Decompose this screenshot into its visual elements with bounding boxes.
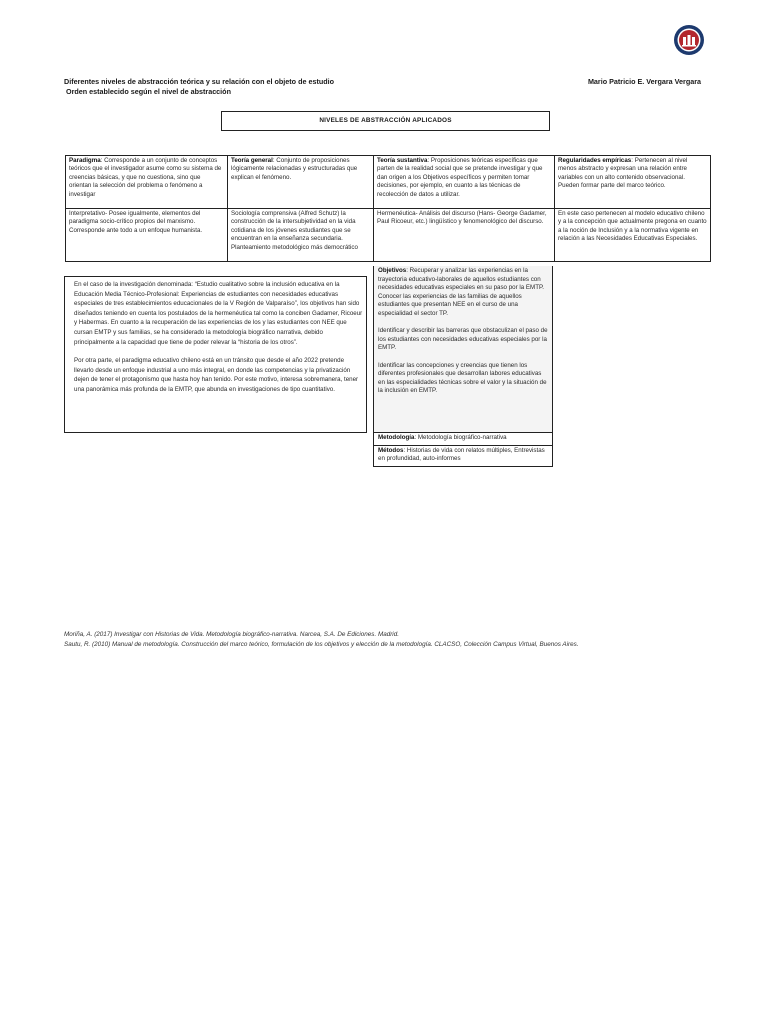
cell-teoria-sustantiva: Teoría sustantiva: Proposiciones teóricas específicas que parten de la realidad social que se pretende investigar y que dan origen a los Objetivos específicos y permiten tomar decisiones, por ejemplo, en cuanto a las técnicas de recolección de datos a utilizar. [374,156,555,209]
reference-item: Sautu, R. (2010) Manual de metodología. Construcción del marco teórico, formulación de los objetivos y elección de la metodología. CLACSO, Colección Campus Virtual, Buenos Aires. [64,640,579,648]
cell-regularidades-empiricas: Regularidades empíricas: Pertenecen al nivel menos abstracto y expresan una relación entre variables con un alto contenido observacional. Pueden formar parte del marco teórico. [555,156,711,209]
cell-sociologia-comprensiva: Sociología comprensiva (Alfred Schutz) la construcción de la intersubjetividad en la vida cotidiana de los jóvenes estudiantes que se encuentran en la enseñanza secundaria. Planteamiento metodológico más democrático [228,209,374,262]
objectives-methods-stack [373,266,553,467]
methodology-box: Metodología: Metodología biográfico-narrativa [373,432,553,446]
cell-modelo-educativo: En este caso pertenecen al modelo educativo chileno y a la concepción que actualmente pregona en cuanto a la noción de Inclusión y a la normativa vigente en relación a las Necesidades Educativas Especiales. [555,209,711,262]
cell-interpretativo: Interpretativo- Posee igualmente, elementos del paradigma socio-crítico propios del marxismo. Corresponde ante todo a un enfoque humanista. [66,209,228,262]
objective-3: Identificar y describir las barreras que obstaculizan el paso de los estudiantes con necesidades educativas especiales por la EMTP. [378,327,548,352]
abstraction-levels-table [65,155,711,262]
cell-paradigma: Paradigma: Corresponde a un conjunto de conceptos teóricos que el investigador asume como su sistema de creencias básicas, y que no cuestiona, sino que orientan la selección del problema o fenómeno a investigar [66,156,228,209]
university-logo [673,24,705,56]
table-row [66,156,711,209]
table-row [66,209,711,262]
cell-hermeneutica: Hermenéutica- Análisis del discurso (Hans- George Gadamer, Paul Ricoeur, etc.) lingüístico y fenomenológico del discurso. [374,209,555,262]
heading-line-2: Orden establecido según el nivel de abstracción [64,87,231,96]
case-paragraph-2: Por otra parte, el paradigma educativo chileno está en un tránsito que desde el año 2022 pretende llevarlo desde un enfoque industrial a uno más integral, en donde las competencias y la privatización dejen de tener el protagonismo que hasta hoy han tenido. Por este motivo, interesa sobremanera, tener una panorámica más profunda de la EMTP, que abunda en investigaciones de tipo cuantitativo. [74,357,359,393]
heading-line-1: Diferentes niveles de abstracción teórica y su relación con el objeto de estudio [64,77,335,86]
cell-teoria-general: Teoría general: Conjunto de proposiciones lógicamente relacionadas y estructuradas que explican el fenómeno. [228,156,374,209]
research-case-box [64,276,367,433]
case-paragraph-1: En el caso de la investigación denominada: “Estudio cualitativo sobre la inclusión educativa en la Educación Media Técnico-Profesional: Experiencias de estudiantes con necesidades educativas especiales de tres establecimientos educacionales de la V Región de Valparaíso”, los objetivos han sido diseñados teniendo en cuenta los postulados de la hermenéutica tal como la conciben Gadamer, Ricoeur y Habermas. En cuanto a la recuperación de las experiencias de los y las estudiantes con NEE que cursan EMTP y sus familias, se ha considerado la metodología biográfico narrativa, debido principalmente a la capacidad que tiene de poder relevar la “historia de los otros”. [74,281,363,346]
objectives-box: Objetivos: Recuperar y analizar las experiencias en la trayectoria educativo-laborales de aquellos estudiantes con necesidades educativas especiales en su paso por la EMTP. Conocer las experiencias de las familias de aquellos estudiantes que presentan NEE en el curso de una especialidad el sector TP. Identificar y describir las barreras que obstaculizan el paso de los estudiantes con necesidades educativas especiales por la EMTP. Identificar las concepciones y creencias que tienen los diferentes profesionales que desarrollan labores educativas en las especialidades técnicas sobre el valor y la situación de la inclusión en EMTP. [373,266,553,432]
document-heading [64,77,334,97]
author-name: Mario Patricio E. Vergara Vergara [587,77,701,86]
objective-2: Conocer las experiencias de las familias de aquellos estudiantes que presentan NEE en el curso de una especialidad el sector TP. [378,292,522,317]
methods-box: Métodos: Historias de vida con relatos múltiples, Entrevistas en profundidad, auto-informes [373,446,553,467]
section-title-box: NIVELES DE ABSTRACCIÓN APLICADOS [221,111,550,131]
references [64,630,579,649]
objective-4: Identificar las concepciones y creencias que tienen los diferentes profesionales que desarrollan labores educativas en las especialidades técnicas sobre el valor y la situación de la inclusión en EMTP. [378,361,547,395]
reference-item: Moriña, A. (2017) Investigar con Historias de Vida. Metodología biográfico-narrativa. Narcea, S.A. De Ediciones. Madrid. [64,631,399,638]
